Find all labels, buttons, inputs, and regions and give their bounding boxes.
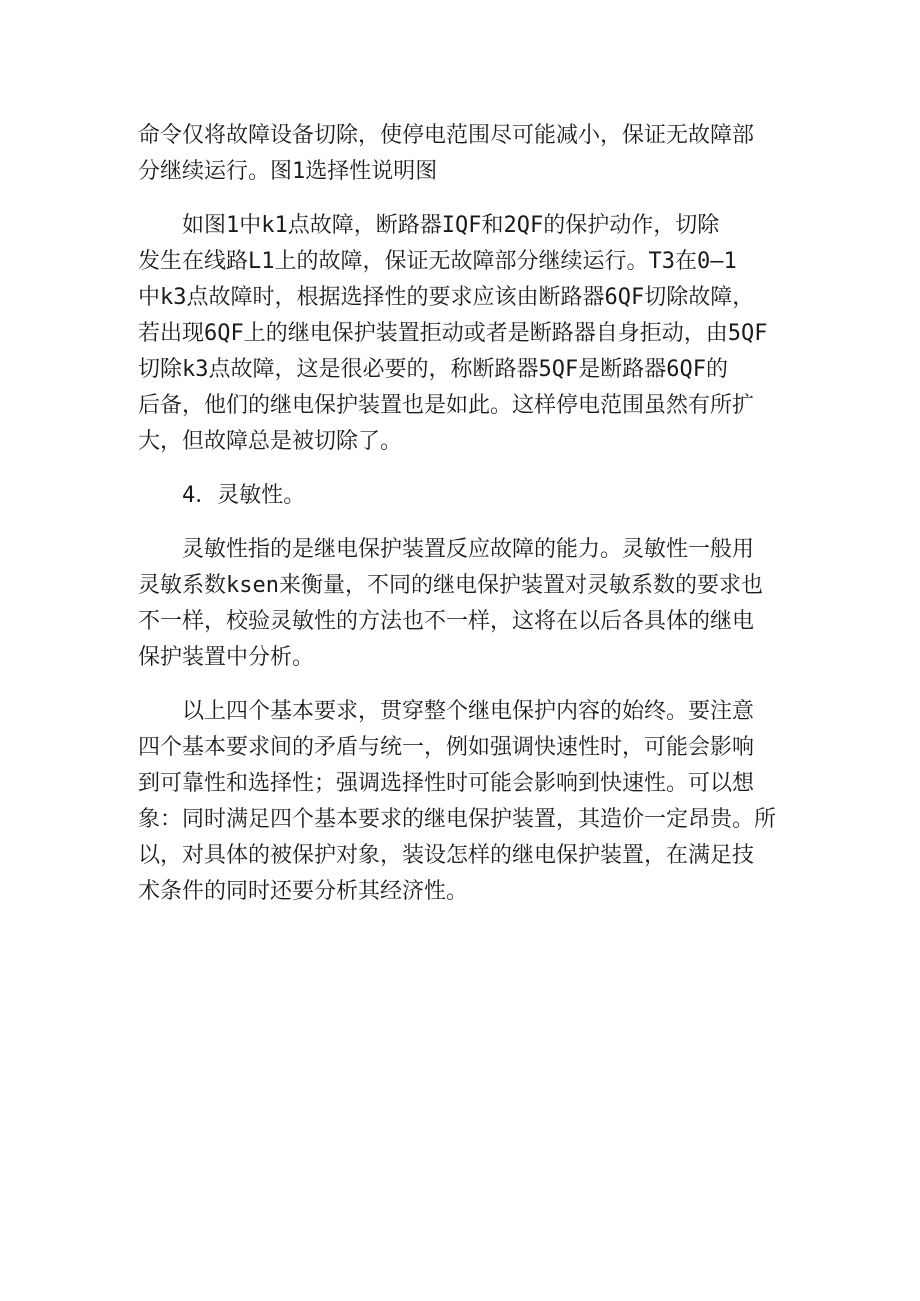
paragraph-2 xyxy=(138,208,794,460)
text-line: 四个基本要求间的矛盾与统一，例如强调快速性时，可能会影响 xyxy=(138,735,755,760)
text-line: 大，但故障总是被切除了。 xyxy=(138,429,403,454)
text-line: 不一样，校验灵敏性的方法也不一样，这将在以后各具体的继电 xyxy=(138,609,755,634)
text-line: 若出现6QF上的继电保护装置拒动或者是断路器自身拒动，由5QF xyxy=(138,321,768,346)
text-line: 4．灵敏性。 xyxy=(138,483,306,508)
text-line: 保护装置中分析。 xyxy=(138,645,315,670)
text-line: 象：同时满足四个基本要求的继电保护装置，其造价一定昂贵。所 xyxy=(138,807,777,832)
document-body xyxy=(138,118,794,928)
text-line: 发生在线路L1上的故障，保证无故障部分继续运行。T3在0—1 xyxy=(138,249,737,274)
text-line: 切除k3点故障，这是很必要的，称断路器5QF是断路器6QF的 xyxy=(138,357,728,382)
text-line: 以上四个基本要求，贯穿整个继电保护内容的始终。要注意 xyxy=(138,699,755,724)
text-line: 命令仅将故障设备切除，使停电范围尽可能减小，保证无故障部 xyxy=(138,123,755,148)
section-heading-sensitivity xyxy=(138,478,794,514)
text-line: 后备，他们的继电保护装置也是如此。这样停电范围虽然有所扩 xyxy=(138,393,755,418)
paragraph-1 xyxy=(138,118,794,190)
paragraph-4 xyxy=(138,694,794,910)
text-line: 如图1中k1点故障，断路器IQF和2QF的保护动作，切除 xyxy=(138,213,720,238)
text-line: 灵敏系数ksen来衡量，不同的继电保护装置对灵敏系数的要求也 xyxy=(138,573,763,598)
text-line: 到可靠性和选择性；强调选择性时可能会影响到快速性。可以想 xyxy=(138,771,755,796)
text-line: 中k3点故障时，根据选择性的要求应该由断路器6QF切除故障， xyxy=(138,285,755,310)
text-line: 术条件的同时还要分析其经济性。 xyxy=(138,879,469,904)
text-line: 分继续运行。图1选择性说明图 xyxy=(138,159,438,184)
text-line: 灵敏性指的是继电保护装置反应故障的能力。灵敏性一般用 xyxy=(138,537,755,562)
text-line: 以，对具体的被保护对象，装设怎样的继电保护装置，在满足技 xyxy=(138,843,755,868)
paragraph-3 xyxy=(138,532,794,676)
